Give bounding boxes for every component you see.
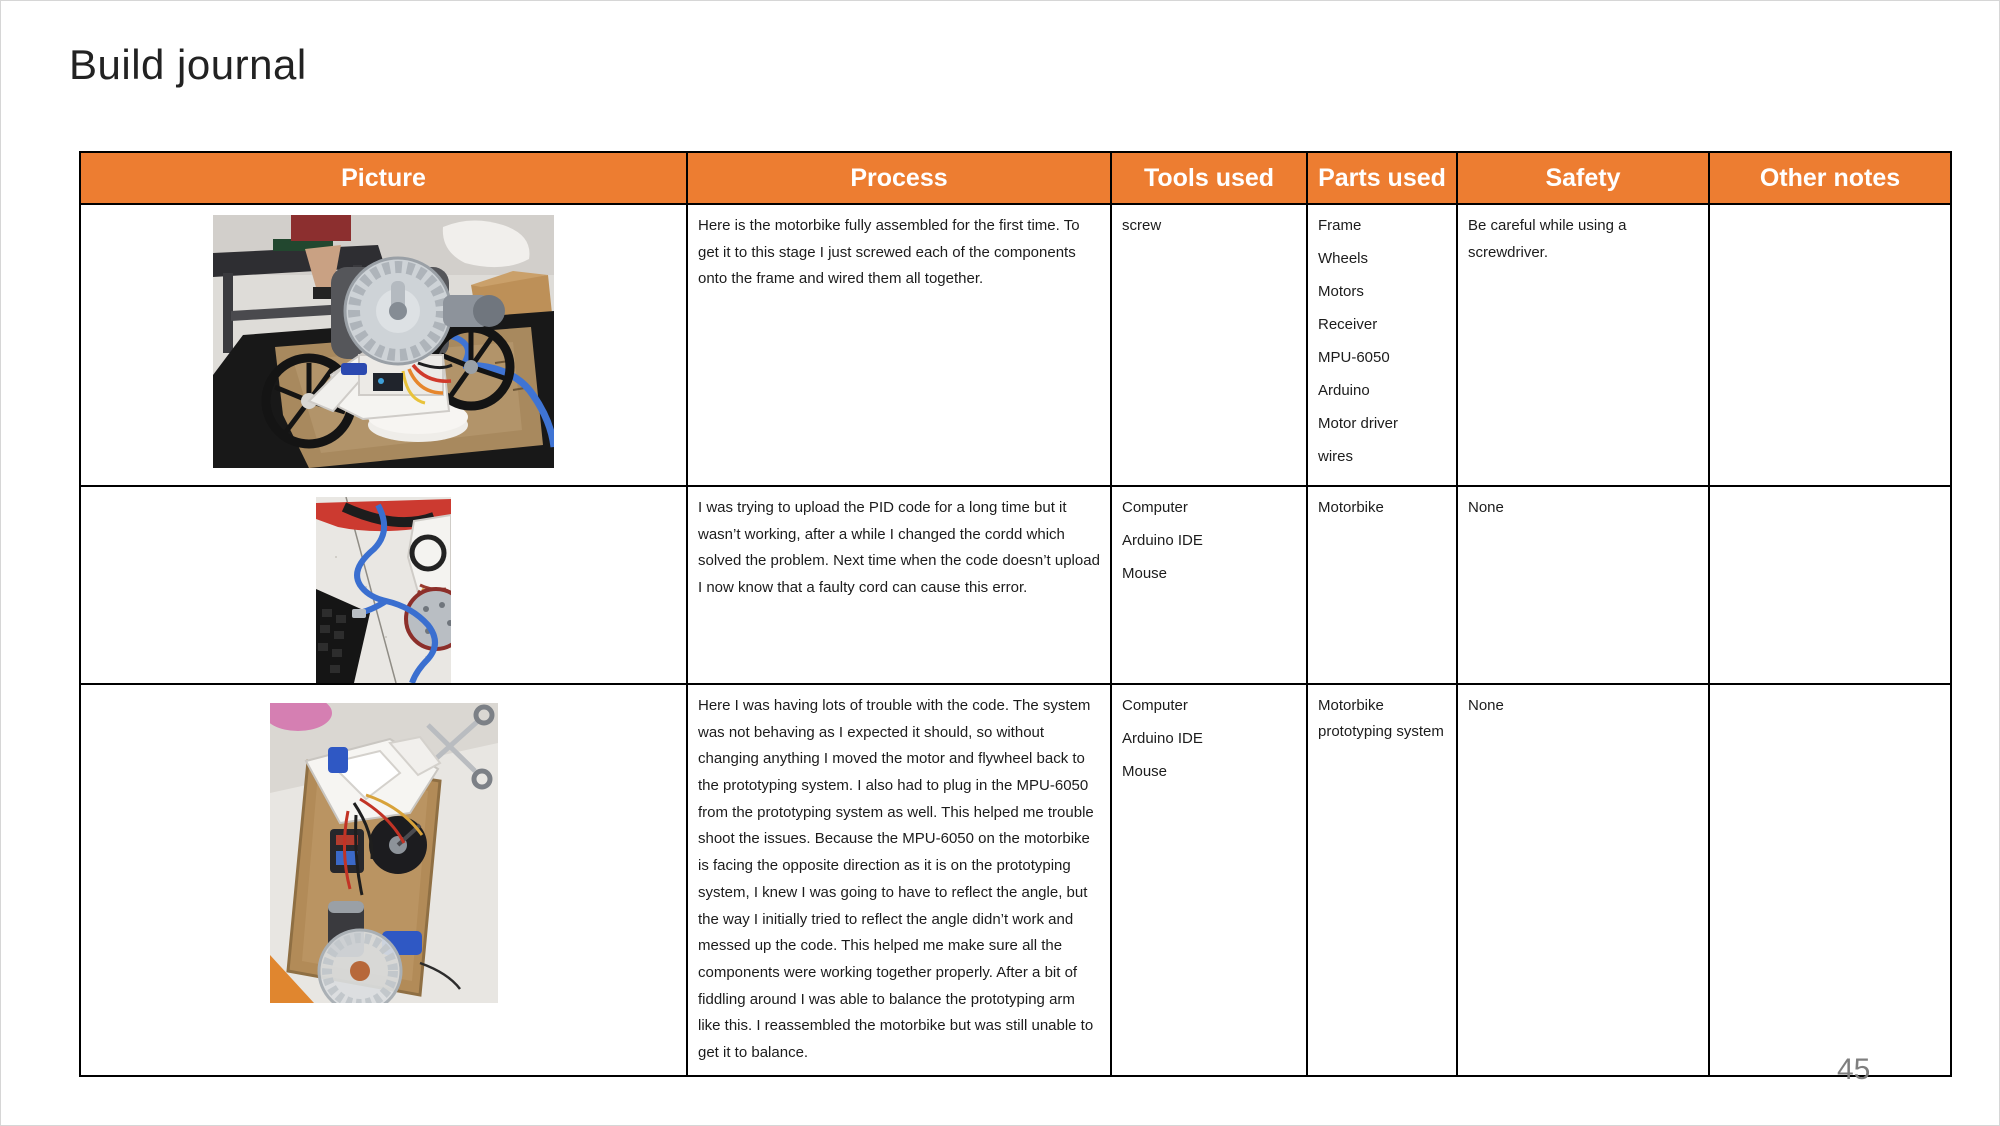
process-text: Here is the motorbike fully assembled for the first time. To get it to this stage I just screwed each of the components onto the frame and wired them all together. xyxy=(698,217,1080,288)
safety-text: None xyxy=(1468,697,1504,714)
other-notes-cell xyxy=(1709,684,1951,1076)
safety-cell xyxy=(1457,486,1709,684)
photo-motorbike-fully-assembled xyxy=(213,215,554,468)
col-header-parts-used: Parts used xyxy=(1307,152,1457,204)
list-item: Motor driver xyxy=(1318,415,1399,432)
col-header-process: Process xyxy=(687,152,1111,204)
list-item: Arduino IDE xyxy=(1122,532,1203,549)
page-title: Build journal xyxy=(69,41,307,88)
picture-cell xyxy=(80,684,687,1076)
other-notes-cell xyxy=(1709,204,1951,486)
safety-cell xyxy=(1457,684,1709,1076)
picture-cell xyxy=(80,486,687,684)
tools-used-cell xyxy=(1111,684,1307,1076)
build-journal-table xyxy=(79,151,1952,1077)
tools-used-cell xyxy=(1111,204,1307,486)
list-item: Wheels xyxy=(1318,250,1369,267)
list-item: Motors xyxy=(1318,283,1364,300)
list-item: Computer xyxy=(1122,697,1188,714)
list-item: Motorbike prototyping system xyxy=(1318,697,1444,740)
list-item: wires xyxy=(1318,448,1354,465)
parts-list xyxy=(1318,495,1446,521)
safety-cell xyxy=(1457,204,1709,486)
col-header-safety: Safety xyxy=(1457,152,1709,204)
list-item: Mouse xyxy=(1122,565,1168,582)
picture-cell xyxy=(80,204,687,486)
process-cell xyxy=(687,684,1111,1076)
safety-text: None xyxy=(1468,499,1504,516)
parts-used-cell xyxy=(1307,486,1457,684)
parts-used-cell xyxy=(1307,204,1457,486)
col-header-tools-used: Tools used xyxy=(1111,152,1307,204)
page-number: 45 xyxy=(1837,1053,1871,1086)
parts-used-cell xyxy=(1307,684,1457,1076)
list-item: Computer xyxy=(1122,499,1188,516)
photo-prototyping-system-troubleshooting xyxy=(270,703,498,1003)
col-header-picture: Picture xyxy=(80,152,687,204)
process-cell xyxy=(687,204,1111,486)
tools-list xyxy=(1122,213,1296,239)
table-row xyxy=(80,486,1951,684)
list-item: Motorbike xyxy=(1318,499,1384,516)
list-item: MPU-6050 xyxy=(1318,349,1390,366)
list-item: Receiver xyxy=(1318,316,1378,333)
list-item: Arduino IDE xyxy=(1122,730,1203,747)
col-header-other-notes: Other notes xyxy=(1709,152,1951,204)
photo-laptop-blue-cable-upload xyxy=(316,497,451,683)
list-item: Frame xyxy=(1318,217,1362,234)
process-text: Here I was having lots of trouble with the code. The system was not behaving as I expected it should, so without changing anything I moved the motor and flywheel back to the prototyping system. I also had to plug in the MPU-6050 from the prototyping system as well. This helped me trouble shoot the issues. Because the MPU-6050 on the motorbike is facing the opposite direction as it is on the prototyping system, I knew I was going to have to reflect the angle, but the way I initially tried to reflect the angle didn’t work and messed up the code. This helped me make sure all the components were working together properly. After a bit of fiddling around I was able to balance the prototyping arm like this. I reassembled the motorbike but was still unable to get it to balance. xyxy=(698,697,1094,1061)
parts-list xyxy=(1318,213,1446,470)
list-item: Arduino xyxy=(1318,382,1370,399)
tools-list xyxy=(1122,693,1296,785)
process-cell xyxy=(687,486,1111,684)
parts-list xyxy=(1318,693,1446,745)
tools-used-cell xyxy=(1111,486,1307,684)
list-item: Mouse xyxy=(1122,763,1168,780)
table-row xyxy=(80,684,1951,1076)
header-row xyxy=(80,152,1951,204)
table-row xyxy=(80,204,1951,486)
safety-text: Be careful while using a screwdriver. xyxy=(1468,217,1627,261)
process-text: I was trying to upload the PID code for a long time but it wasn’t working, after a while I changed the cordd which solved the problem. Next time when the code doesn’t upload I now know that a faulty cord can cause this error. xyxy=(698,499,1100,597)
other-notes-cell xyxy=(1709,486,1951,684)
list-item: screw xyxy=(1122,217,1162,234)
tools-list xyxy=(1122,495,1296,587)
